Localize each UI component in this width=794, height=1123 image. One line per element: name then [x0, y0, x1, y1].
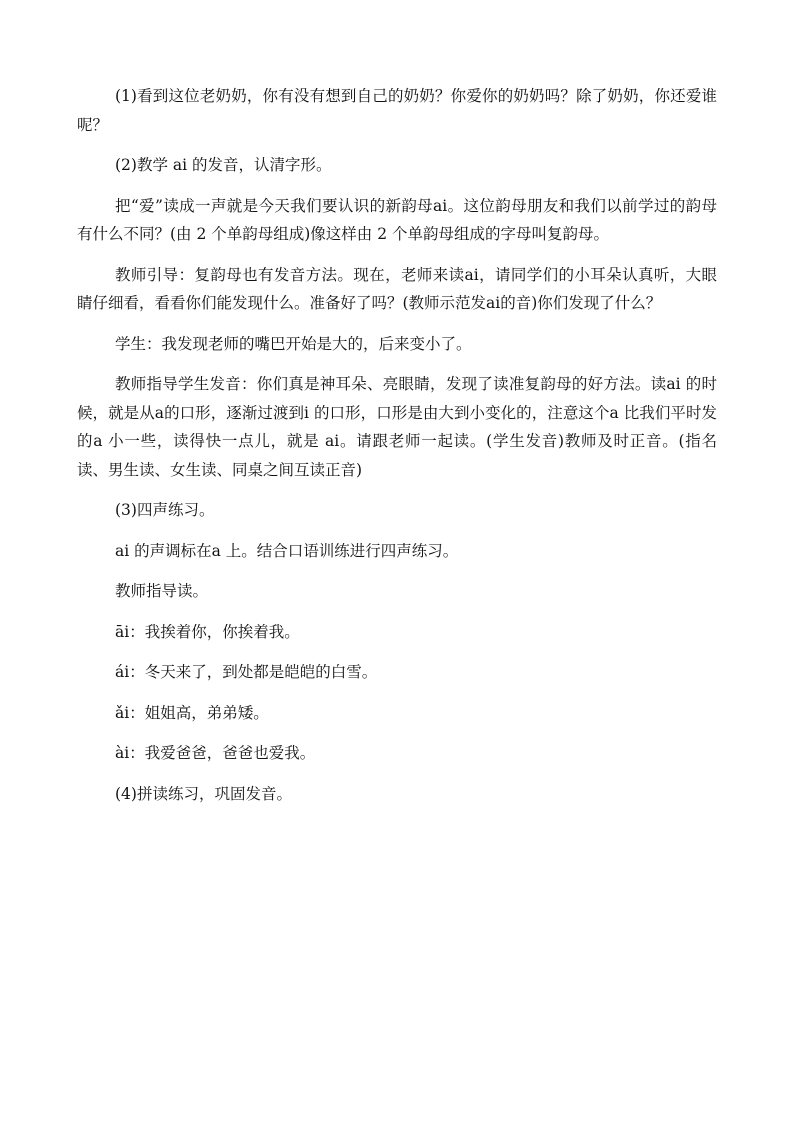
paragraph-ai-intro: 把“爱”读成一声就是今天我们要认识的新韵母ai。这位韵母朋友和我们以前学过的韵母有什么不同？(由 2 个单韵母组成)像这样由 2 个单韵母组成的字母叫复韵母。	[77, 196, 717, 243]
paragraph-q2-heading: (2)教学 ai 的发音，认清字形。	[115, 156, 332, 174]
paragraph-tone-2: ái：冬天来了，到处都是皑皑的白雪。	[115, 663, 378, 681]
paragraph-student-answer: 学生：我发现老师的嘴巴开始是大的，后来变小了。	[115, 334, 472, 353]
paragraph-tone-1: āi：我挨着你，你挨着我。	[115, 622, 300, 641]
paragraph-q4-heading: (4)拼读练习，巩固发音。	[115, 784, 292, 803]
paragraph-q3-heading: (3)四声练习。	[115, 501, 215, 519]
paragraph-tone-4: ài：我爱爸爸，爸爸也爱我。	[115, 744, 316, 762]
paragraph-teacher-reads: 教师指导读。	[115, 582, 209, 600]
paragraph-tone-note: ai 的声调标在a 上。结合口语训练进行四声练习。	[115, 541, 459, 560]
paragraph-teacher-guide: 教师引导：复韵母也有发音方法。现在，老师来读ai，请同学们的小耳朵认真听，大眼睛仔细看，看看你们能发现什么。准备好了吗？(教师示范发ai的音)你们发现了什么？	[77, 265, 717, 312]
paragraph-pronunciation-guide: 教师指导学生发音：你们真是神耳朵、亮眼睛，发现了读准复韵母的好方法。读ai 的时候，就是从a的口形，逐渐过渡到i 的口形，口形是由大到小变化的，注意这个a 比我们平时发的a 小一些，读得快一点儿，就是 ai。请跟老师一起读。(学生发音)教师及时正音。(指名读、男生读、女生读、同桌之间互读正音)	[77, 375, 717, 479]
document-body	[77, 82, 717, 808]
paragraph-tone-3: ǎi：姐姐高，弟弟矮。	[115, 703, 269, 722]
paragraph-q1: (1)看到这位老奶奶，你有没有想到自己的奶奶？你爱你的奶奶吗？除了奶奶，你还爱谁呢？	[77, 87, 717, 134]
